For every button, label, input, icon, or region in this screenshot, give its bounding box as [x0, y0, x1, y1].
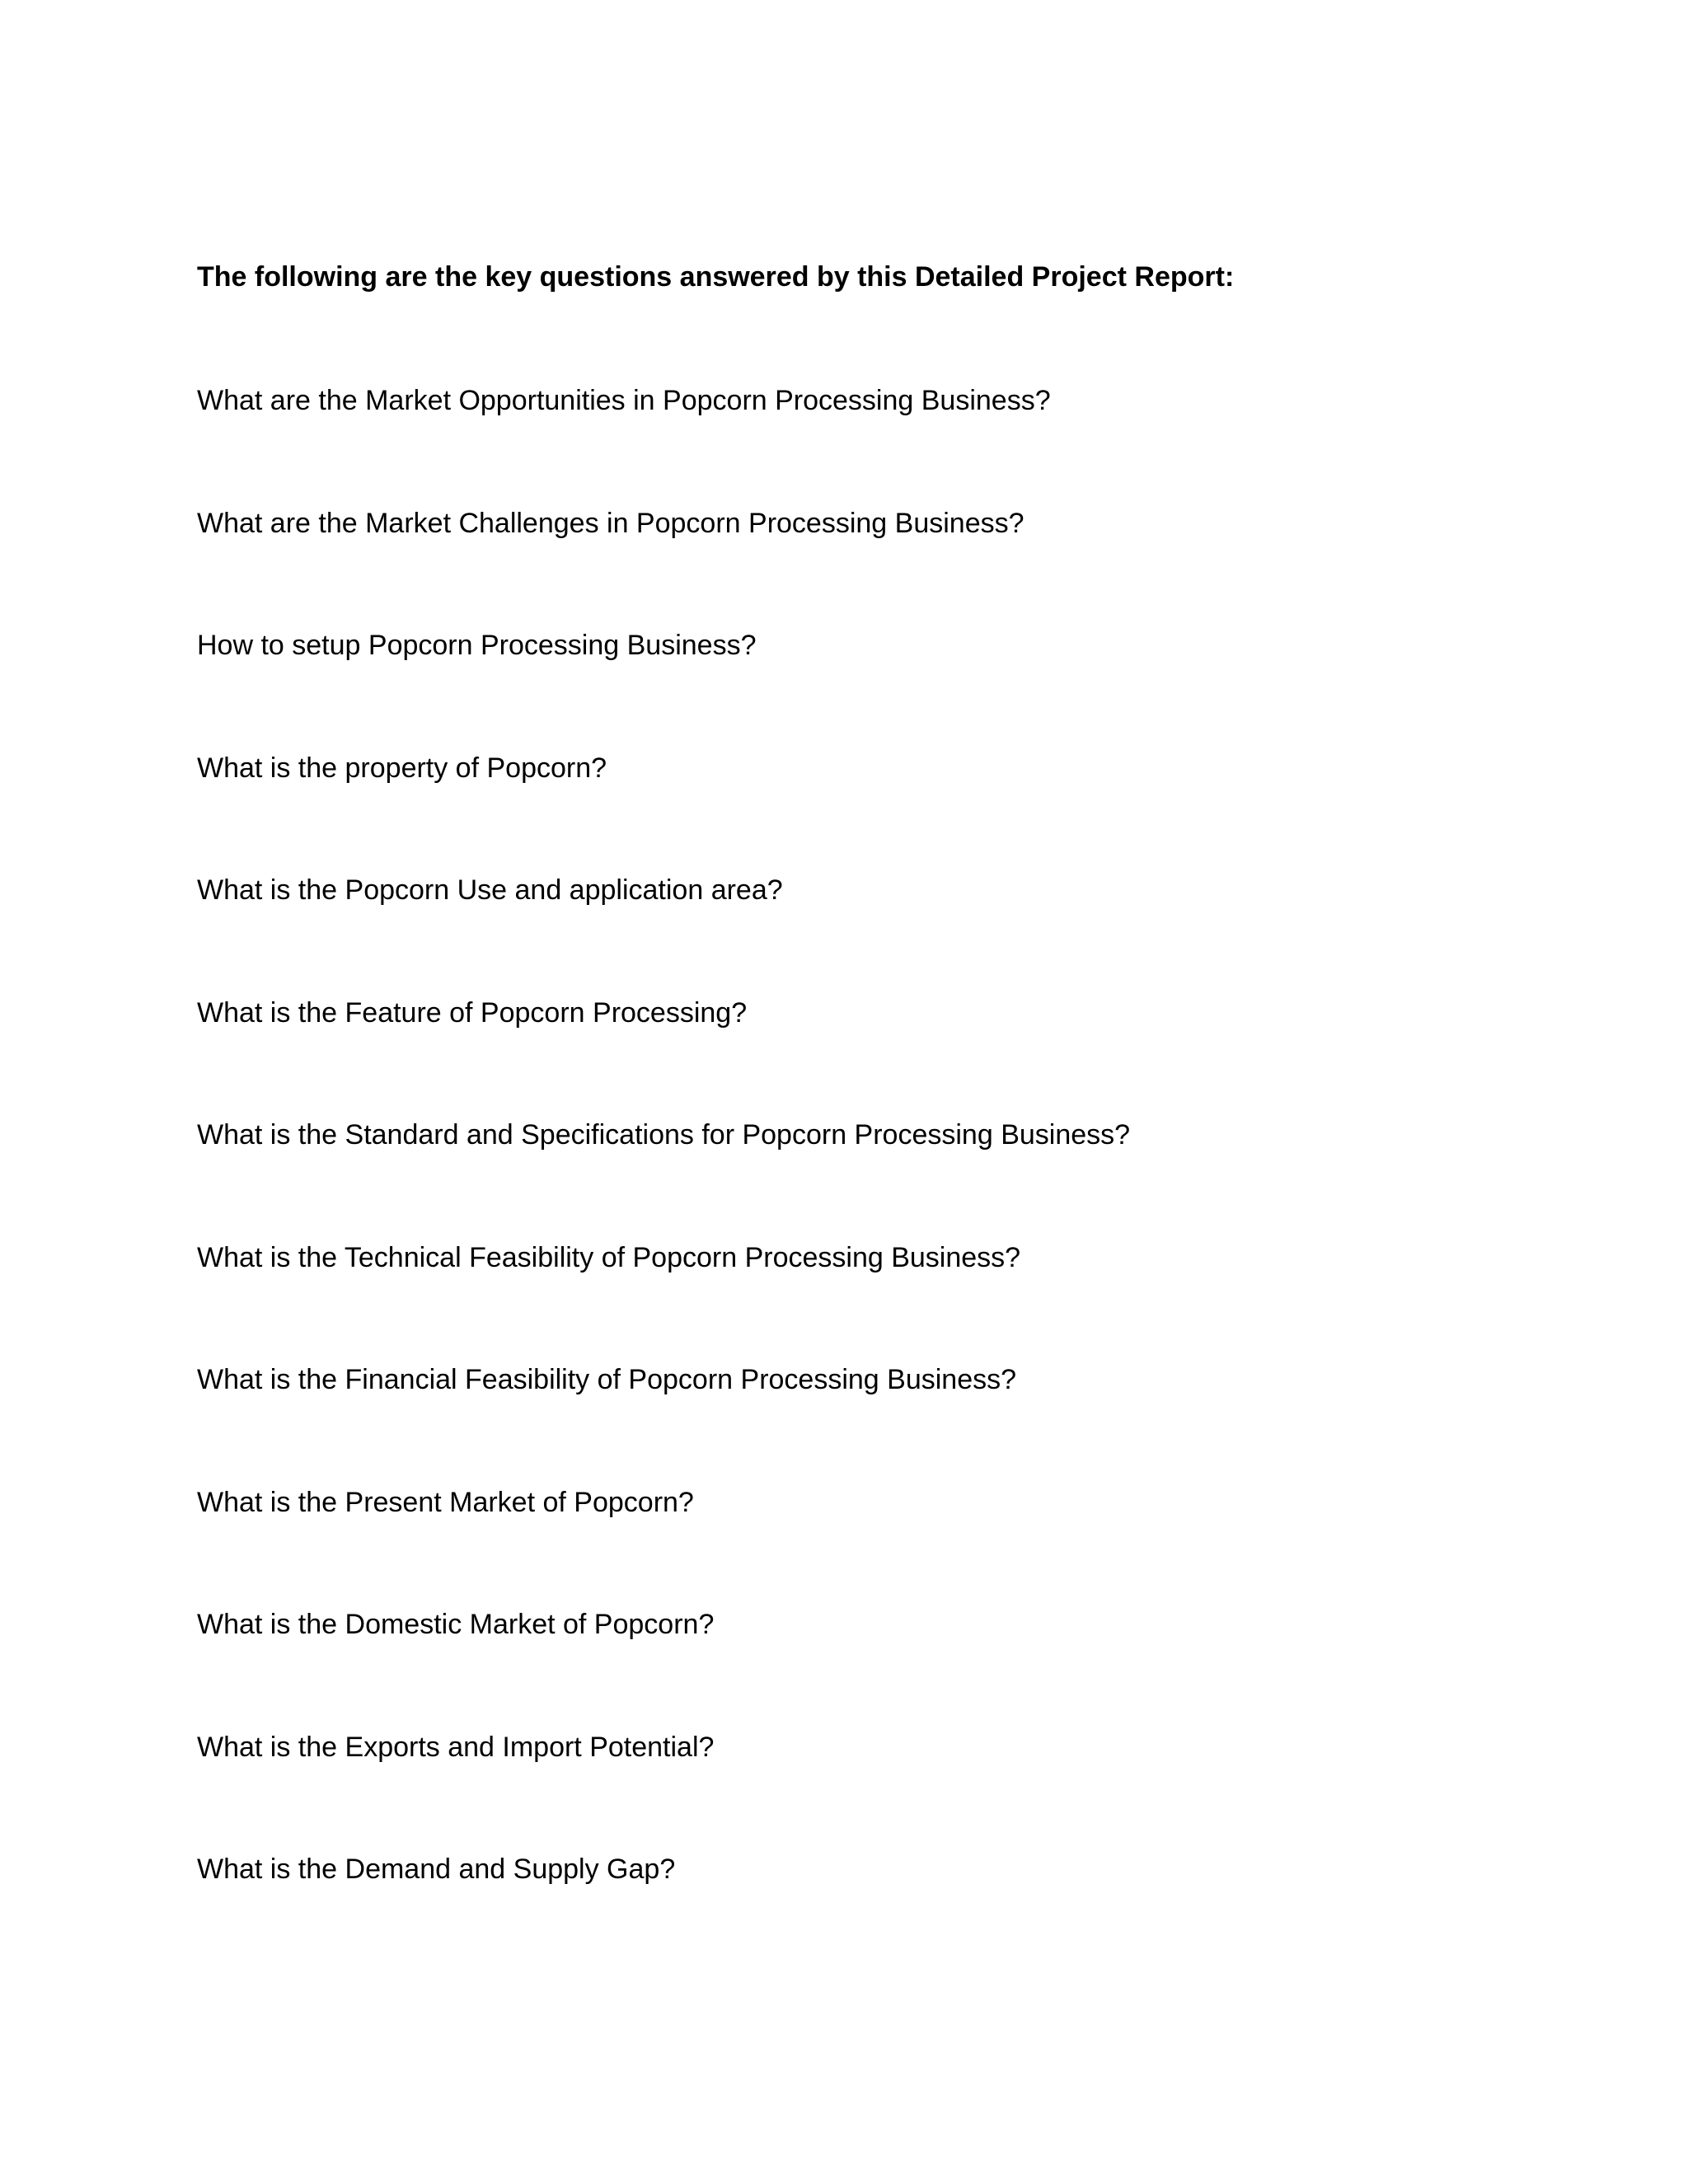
question-item: What is the Technical Feasibility of Popcorn Processing Business? — [197, 1241, 1021, 1273]
question-item: What is the Present Market of Popcorn? — [197, 1486, 694, 1518]
question-item: What is the Exports and Import Potential? — [197, 1731, 715, 1763]
questions-list — [197, 381, 1130, 1972]
question-item: What is the Feature of Popcorn Processing? — [197, 996, 748, 1029]
question-item: What is the Standard and Specifications for Popcorn Processing Business? — [197, 1119, 1131, 1151]
question-item: What is the Domestic Market of Popcorn? — [197, 1609, 715, 1640]
question-item: What is the Demand and Supply Gap? — [197, 1854, 676, 1885]
key-questions-heading: The following are the key questions answered by this Detailed Project Report: — [197, 261, 1235, 293]
question-item: What is the property of Popcorn? — [197, 752, 607, 784]
question-item: What are the Market Opportunities in Popcorn Processing Business? — [197, 385, 1051, 416]
question-item: What are the Market Challenges in Popcorn Processing Business? — [197, 507, 1025, 539]
question-item: How to setup Popcorn Processing Business? — [197, 630, 757, 661]
question-item: What is the Popcorn Use and application area? — [197, 874, 783, 906]
question-item: What is the Financial Feasibility of Popcorn Processing Business? — [197, 1364, 1017, 1395]
